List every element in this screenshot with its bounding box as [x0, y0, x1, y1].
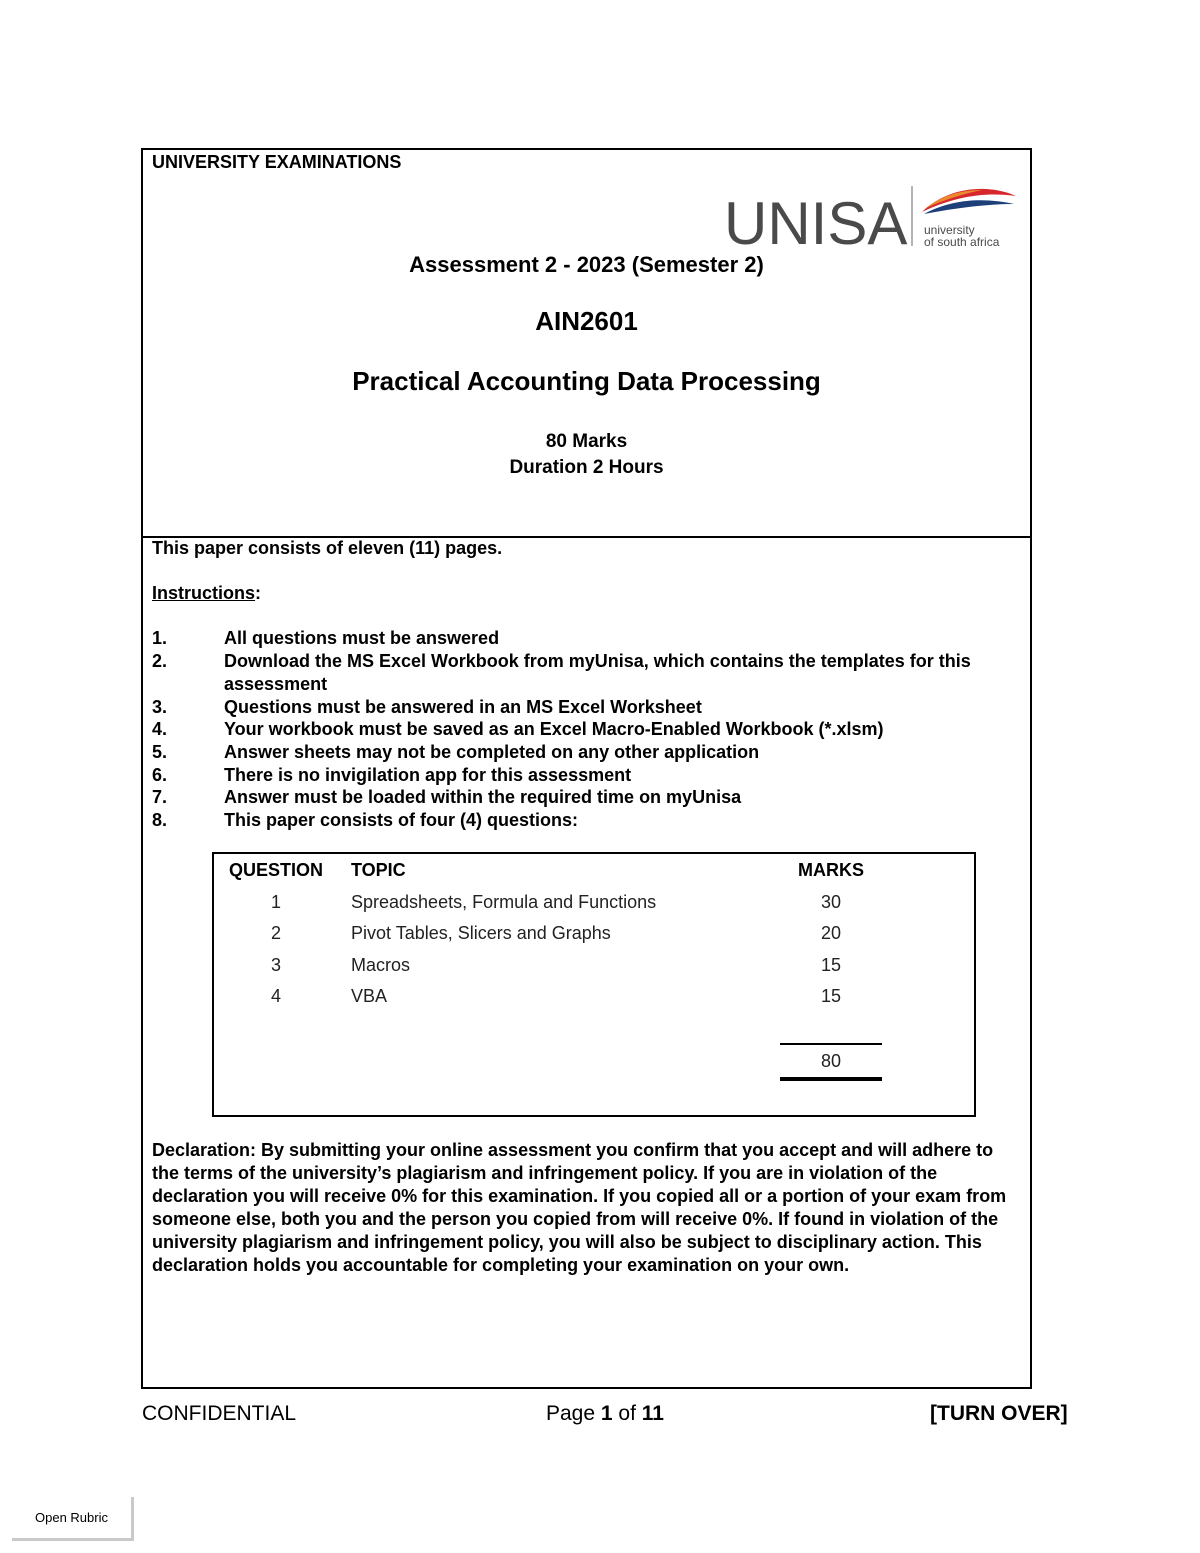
cell-marks: 20: [820, 923, 842, 943]
footer-page-number: Page 1 of 11: [546, 1402, 664, 1425]
course-code: AIN2601: [535, 306, 638, 336]
cell-question: 3: [270, 955, 281, 975]
cell-marks: 30: [820, 892, 842, 912]
logo-tagline-2: of south africa: [924, 235, 1000, 249]
total-marks: 80 Marks: [545, 431, 628, 452]
logo-tagline-1: university: [924, 223, 975, 237]
cell-topic: VBA: [351, 986, 388, 1006]
open-rubric-button[interactable]: Open Rubric: [12, 1497, 134, 1541]
total-rule-double: [780, 1077, 882, 1081]
total-rule-single: [780, 1043, 882, 1045]
total-marks-cell: 80: [820, 1051, 842, 1071]
cell-topic: Pivot Tables, Slicers and Graphs: [351, 923, 611, 943]
duration: Duration 2 Hours: [509, 457, 664, 478]
instructions-heading: Instructions:: [152, 583, 262, 603]
org-label: UNIVERSITY EXAMINATIONS: [152, 152, 402, 172]
course-name: Practical Accounting Data Processing: [352, 366, 821, 396]
cell-topic: Macros: [351, 955, 411, 975]
cell-marks: 15: [820, 955, 842, 975]
unisa-logo: [724, 182, 1018, 254]
header-question: QUESTION: [228, 860, 323, 880]
header-marks: MARKS: [798, 860, 864, 880]
cell-question: 4: [270, 986, 281, 1006]
cell-marks: 15: [820, 986, 842, 1006]
cell-question: 2: [270, 923, 281, 943]
pages-note: This paper consists of eleven (11) pages.: [152, 538, 503, 558]
cell-topic: Spreadsheets, Formula and Functions: [351, 892, 657, 912]
declaration: Declaration: By submitting your online assessment you confirm that you accept and will adhere to the terms of the university’s plagiarism and infringement policy. If you are in violation of the declaration you will receive 0% for this examination. If you copied all or a portion of your exam from someone else, both you and the person you copied from will receive 0%. If found in violation of the university plagiarism and infringement policy, you will also be subject to disciplinary action. This declaration holds you accountable for completing your examination on your own.: [152, 1140, 1007, 1275]
assessment-title: Assessment 2 - 2023 (Semester 2): [409, 252, 764, 277]
logo-wordmark: UNISA: [724, 190, 908, 254]
cell-question: 1: [270, 892, 281, 912]
footer-turn-over: [TURN OVER]: [930, 1402, 1068, 1425]
header-topic: TOPIC: [351, 860, 406, 880]
footer-confidential: CONFIDENTIAL: [142, 1402, 297, 1425]
